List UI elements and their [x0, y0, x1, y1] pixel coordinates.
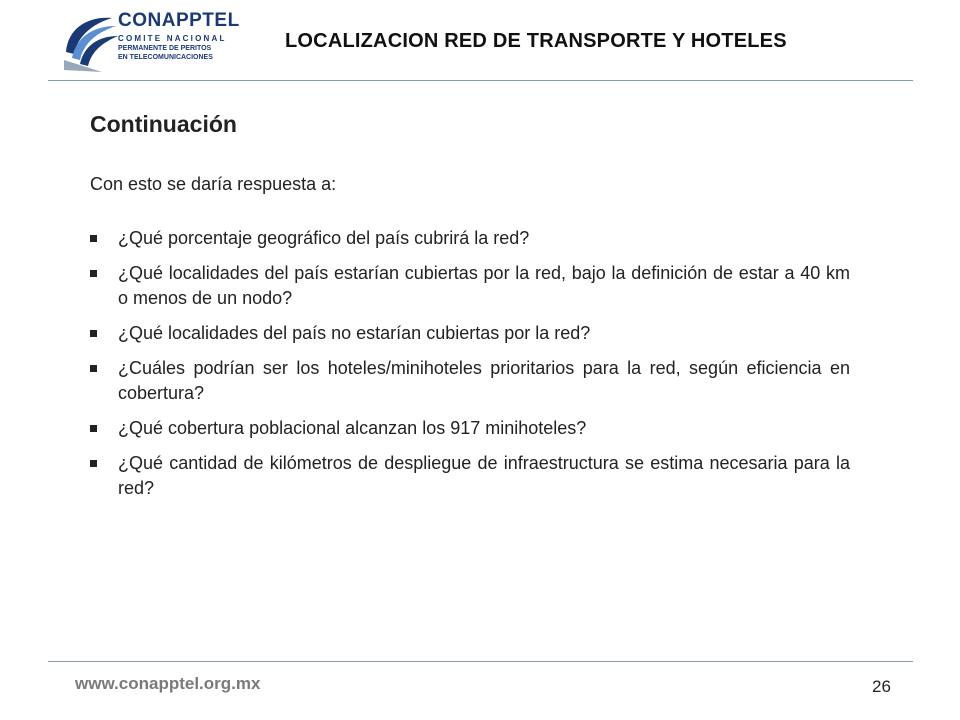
list-item-text: ¿Qué localidades del país estarían cubiertas por la red, bajo la definición de estar a 40 km o menos de un nodo? [118, 263, 850, 308]
page-number: 26 [872, 677, 891, 696]
square-bullet-icon [90, 460, 97, 467]
footer-website-link[interactable]: www.conapptel.org.mx [75, 674, 261, 693]
footer-divider [48, 661, 913, 662]
list-item-text: ¿Qué cobertura poblacional alcanzan los 917 minihoteles? [118, 418, 587, 438]
square-bullet-icon [90, 270, 97, 277]
intro-text: Con esto se daría respuesta a: [90, 174, 337, 194]
slide-header-title: LOCALIZACION RED DE TRANSPORTE Y HOTELES [285, 30, 787, 52]
list-item [90, 261, 850, 311]
square-bullet-icon [90, 425, 97, 432]
header-divider [48, 80, 913, 81]
list-item-text: ¿Qué porcentaje geográfico del país cubrirá la red? [118, 228, 530, 248]
square-bullet-icon [90, 365, 97, 372]
question-list [90, 226, 850, 511]
logo-name: CONAPPTEL [118, 10, 240, 31]
conapptel-emblem-icon [62, 10, 118, 74]
logo-text [118, 10, 240, 62]
square-bullet-icon [90, 235, 97, 242]
logo-subtitle-2: PERMANENTE DE PERITOS [118, 45, 212, 52]
list-item-text: ¿Cuáles podrían ser los hoteles/minihoteles prioritarios para la red, según eficiencia en cobertura? [118, 358, 850, 403]
list-item [90, 416, 850, 441]
list-item [90, 451, 850, 501]
list-item-text: ¿Qué localidades del país no estarían cubiertas por la red? [118, 323, 591, 343]
list-item [90, 356, 850, 406]
logo-subtitle-3: EN TELECOMUNICACIONES [118, 54, 213, 61]
list-item [90, 321, 850, 346]
logo-subtitle-1: COMITE NACIONAL [118, 34, 227, 43]
conapptel-logo [62, 10, 252, 74]
square-bullet-icon [90, 330, 97, 337]
list-item-text: ¿Qué cantidad de kilómetros de despliegue de infraestructura se estima necesaria para la red? [118, 453, 850, 498]
section-title: Continuación [90, 111, 237, 137]
list-item [90, 226, 850, 251]
